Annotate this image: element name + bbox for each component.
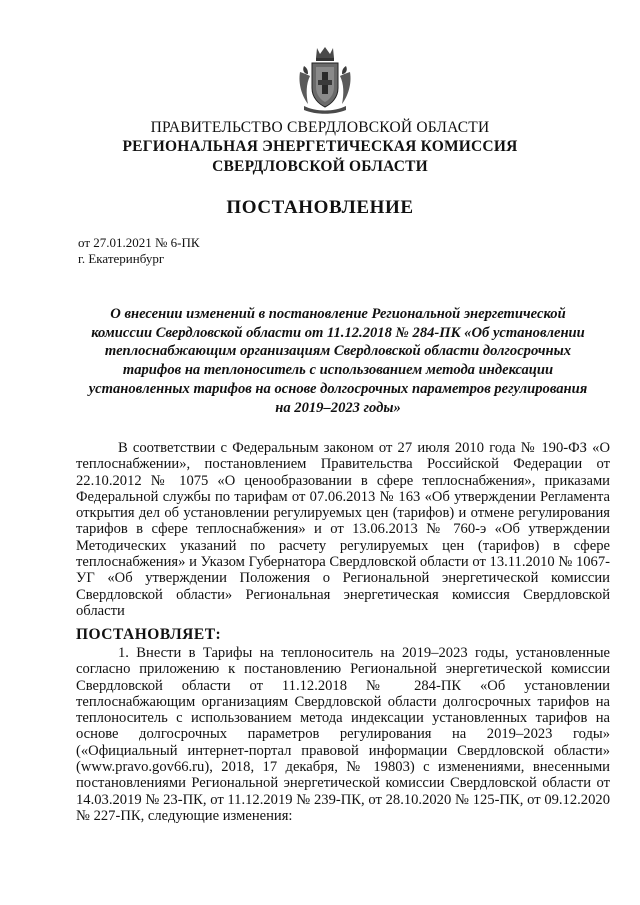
item-1-paragraph: 1. Внести в Тарифы на теплоноситель на 2019–2023 годы, установленные согласно приложению к постановлению Региональной энергетической комиссии Свердловской области от 11.12.2018 № 284-ПК «Об установлении теплоснабжающим организациям Свердловской области долгосрочных тарифов на теплоноситель с использованием метода индексации установленных тарифов на основе долгосрочных параметров регулирования на 2019–2023 годы» («Официальный интернет-портал правовой информации Свердловской области» (www.pravo.gov66.ru), 2018, 17 декабря, № 19803) с изменениями, внесенными постановлениями Региональной энергетической комиссии Свердловской области от 14.03.2019 № 23-ПК, от 11.12.2019 № 239-ПК, от 28.10.2020 № 125-ПК, от 09.12.2020 № 227-ПК, следующие изменения:	[76, 645, 610, 824]
preamble-paragraph: В соответствии с Федеральным законом от 27 июля 2010 года № 190-ФЗ «О теплоснабжении», постановлением Правительства Российской Федерации от 22.10.2012 № 1075 «О ценообразовании в сфере теплоснабжения», приказами Федеральной службы по тарифам от 07.06.2013 № 163 «Об утверждении Регламента открытия дел об установлении регулируемых цен (тарифов) и отмене регулирования тарифов в сфере теплоснабжения» и от 13.06.2013 № 760-э «Об утверждении Методических указаний по расчету регулируемых цен (тарифов) в сфере теплоснабжения» и Указом Губернатора Свердловской области от 13.11.2010 № 1067-УГ «Об утверждении Положения о Региональной энергетической комиссии Свердловской области» Региональная энергетическая комиссия Свердловской области	[76, 440, 610, 619]
document-title: ПОСТАНОВЛЕНИЕ	[226, 197, 414, 218]
document-place: г. Екатеринбург	[78, 251, 165, 266]
commission-name-line2: СВЕРДЛОВСКОЙ ОБЛАСТИ	[212, 158, 428, 175]
commission-name-line1: РЕГИОНАЛЬНАЯ ЭНЕРГЕТИЧЕСКАЯ КОМИССИЯ	[122, 138, 518, 155]
coat-of-arms-icon	[296, 44, 354, 116]
resolves-heading: ПОСТАНОВЛЯЕТ:	[76, 626, 222, 643]
government-name: ПРАВИТЕЛЬСТВО СВЕРДЛОВСКОЙ ОБЛАСТИ	[150, 119, 490, 136]
document-date-number: от 27.01.2021 № 6-ПК	[78, 235, 200, 250]
document-subject: О внесении изменений в постановление Региональной энергетической комиссии Свердловской области от 11.12.2018 № 284-ПК «Об установлении теплоснабжающим организациям Свердловской области долгосрочных тарифов на теплоноситель с использованием метода индексации установленных тарифов на основе долгосрочных параметров регулирования на 2019–2023 годы»	[88, 306, 588, 416]
